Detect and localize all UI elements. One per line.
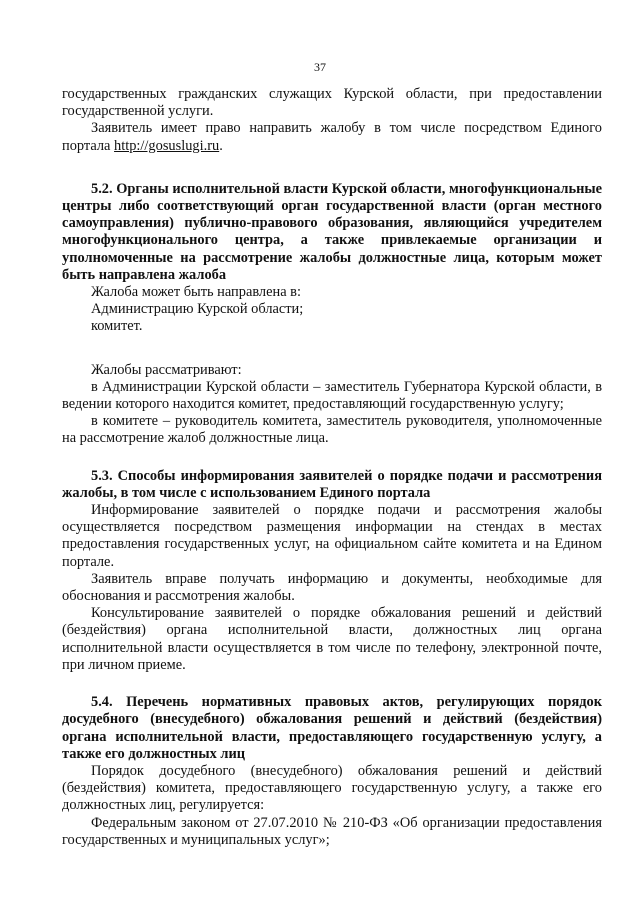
section-heading-5-2: 5.2. Органы исполнительной власти Курской области, многофункциональные центры либо соответствующий орган государственной власти (орган местного самоуправления) публично-правового образования, являющийся учредителем многофункционального центра, а также привлекаемые организации и уполномоченные на рассмотрение жалобы должностные лица, которым может быть направлена жалоба xyxy=(62,180,602,283)
paragraph-portal xyxy=(62,120,602,154)
paragraph-committee: комитет. xyxy=(91,318,143,335)
spacer xyxy=(62,155,602,181)
paragraph-informing: Информирование заявителей о порядке подачи и рассмотрения жалобы осуществляется посредством размещения информации на стендах в местах предоставления государственных услуг, на официальном сайте комитета и на Едином портале. xyxy=(62,502,602,570)
section-heading-5-4: 5.4. Перечень нормативных правовых актов, регулирующих порядок досудебного (внесудебного) обжалования решений и действий (бездействия) органа исполнительной власти, предоставляющего государственную услугу, а также его должностных лиц xyxy=(62,694,602,762)
paragraph-portal-end: . xyxy=(219,137,223,154)
paragraph-admin-reviewer: в Администрации Курской области – заместитель Губернатора Курской области, в ведении которого находится комитет, предоставляющий государственную услугу; xyxy=(62,378,602,413)
paragraph-complaint-sent: Жалоба может быть направлена в: xyxy=(91,284,301,301)
spacer xyxy=(62,336,602,362)
paragraph-administration: Администрацию Курской области; xyxy=(91,301,304,318)
section-heading-5-3: 5.3. Способы информирования заявителей о порядке подачи и рассмотрения жалобы, в том числе с использованием Единого портала xyxy=(62,467,602,501)
paragraph-continuation: государственных гражданских служащих Курской области, при предоставлении государственной услуги. xyxy=(62,86,602,120)
paragraph-committee-reviewer: в комитете – руководитель комитета, заместитель руководителя, уполномоченные на рассмотрение жалоб должностные лица. xyxy=(62,413,602,447)
spacer xyxy=(62,448,602,468)
paragraph-procedure: Порядок досудебного (внесудебного) обжалования решений и действий (бездействия) комитета, предоставляющего государственную услугу, а также его должностных лиц, регулируется: xyxy=(62,762,602,814)
paragraph-reviewers: Жалобы рассматривают: xyxy=(91,361,242,378)
page-number: 37 xyxy=(314,60,326,74)
gosuslugi-link[interactable]: http://gosuslugi.ru xyxy=(114,137,220,154)
spacer xyxy=(62,674,602,694)
paragraph-applicant-rights: Заявитель вправе получать информацию и документы, необходимые для обоснования и рассмотрения жалобы. xyxy=(62,570,602,605)
paragraph-portal-text: Заявитель имеет право направить жалобу в том числе посредством Единого портала xyxy=(62,120,602,154)
document-body xyxy=(62,86,602,849)
paragraph-consulting: Консультирование заявителей о порядке обжалования решений и действий (бездействия) органа исполнительной власти, должностных лиц органа исполнительной власти осуществляется в том числе по телефону, электронной почте, при личном приеме. xyxy=(62,605,602,673)
paragraph-federal-law: Федеральным законом от 27.07.2010 № 210-ФЗ «Об организации предоставления государственных и муниципальных услуг»; xyxy=(62,814,602,848)
